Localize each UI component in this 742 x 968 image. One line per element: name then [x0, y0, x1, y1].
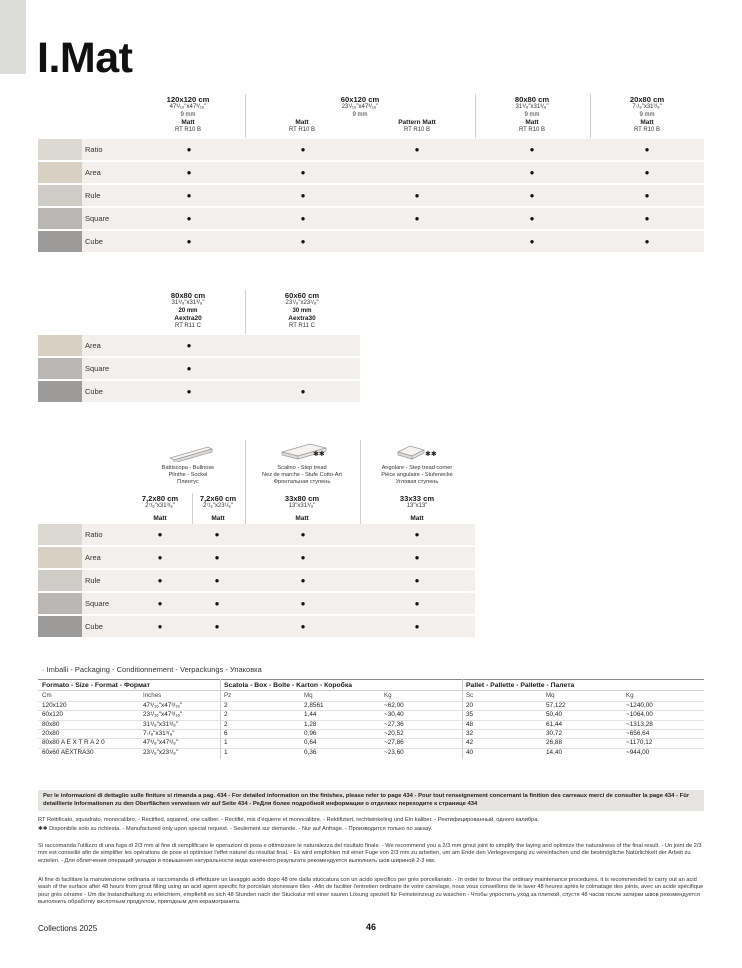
packaging-cell: ~27,86: [384, 739, 404, 747]
packaging-cell: 40: [466, 748, 474, 756]
header-60x60-aextra30: 60x60 cm 23¹/₈"x23¹/₈" 30 mm Aextra30 RT R11 C: [284, 291, 320, 329]
packaging-cell: 23¹/₈"x23¹/₈": [143, 748, 179, 756]
packaging-cell: ~1313,28: [626, 720, 653, 728]
row-cube: [38, 381, 360, 402]
availability-dot: ●: [214, 530, 220, 539]
availability-dot: ●: [186, 237, 192, 246]
packaging-cell: 31³/₈"x31³/₈": [143, 720, 179, 728]
packaging-title: · Imballi - Packaging - Conditionnement - Verpackungs - Упаковка: [42, 665, 262, 674]
row-label: Area: [85, 341, 101, 350]
row-label: Cube: [85, 387, 103, 396]
packaging-cell: 2,8561: [304, 702, 324, 709]
packaging-cell: 2: [224, 702, 228, 709]
row-rule: [38, 570, 475, 591]
availability-dot: ●: [529, 168, 535, 177]
header-60x120: 60x120 cm 23¹/₁₆"x47³/₁₆" 9 mm: [340, 95, 380, 118]
footer-collection: Collections 2025: [38, 924, 98, 933]
row-label: Square: [85, 364, 110, 373]
row-square: [38, 208, 704, 229]
packaging-cell: 57,122: [546, 702, 566, 709]
packaging-cell: 1,44: [304, 711, 317, 719]
packaging-cell: ~27,36: [384, 720, 404, 728]
availability-dot: ●: [214, 599, 220, 608]
packaging-cell: 60x120: [42, 711, 63, 719]
availability-dot: ●: [186, 145, 192, 154]
packaging-cell: 80x80: [42, 720, 60, 728]
swatch-ratio: [38, 139, 82, 160]
finishes-info-bar: Per le informazioni di dettaglio sulle finiture si rimanda a pag. 434 - For detailed information on the finishes, please refer to page 434 - Pour tout renseignement concernant la finition des carreaux merci de consulter la page 434 - Für detaillierte Informationen zu den Oberflächen verweisen wir auf Seite 434 - РеДля более подробной информации о отделках переходите к странице 434: [38, 790, 704, 811]
availability-dot: ●: [644, 191, 650, 200]
packaging-cell: 1: [224, 739, 228, 747]
swatch-area: [38, 335, 82, 356]
header-33x80: 33x80 cm 13"x31³/₈" Matt: [284, 494, 320, 522]
row-label: Area: [85, 168, 101, 177]
bullnose-label: Battiscopa - Bullnose Plinthe - Sockel Плинтус: [161, 465, 215, 485]
swatch-area: [38, 547, 82, 568]
availability-dot: ●: [300, 599, 306, 608]
availability-dot: ●: [644, 168, 650, 177]
packaging-cell: 0,36: [304, 748, 317, 756]
availability-dot: ●: [414, 530, 420, 539]
availability-dot: ●: [157, 553, 163, 562]
swatch-square: [38, 208, 82, 229]
step-tread-corner-label: Angolare - Step tread corner Pièce angulaire - Stufenecke Угловая ступень: [381, 465, 453, 485]
packaging-cell: ~1170,12: [626, 739, 653, 747]
col-inches: Inches: [143, 692, 162, 699]
col-cm: Cm: [42, 692, 52, 699]
collection-title: I.Mat: [37, 34, 133, 82]
row-label: Area: [85, 553, 101, 562]
packaging-cell: 1: [224, 748, 228, 756]
availability-dot: ●: [214, 576, 220, 585]
packaging-cell: 30,72: [546, 729, 562, 737]
availability-dot: ●: [529, 237, 535, 246]
packaging-cell: ~23,60: [384, 748, 404, 756]
packaging-cell: 120x120: [42, 702, 67, 709]
packaging-cell: 47³/₁₆"x47³/₁₆": [143, 702, 183, 709]
packaging-cell: 42: [466, 739, 474, 747]
header-80x80-aextra20: 80x80 cm 31³/₈"x31³/₈" 20 mm Aextra20 RT R11 C: [170, 291, 206, 329]
col-box-kg: Kg: [384, 692, 392, 699]
availability-dot: ●: [157, 576, 163, 585]
packaging-cell: 2: [224, 720, 228, 728]
swatch-rule: [38, 185, 82, 206]
special-request-mark: ✱✱: [425, 451, 437, 458]
row-cube: [38, 616, 475, 637]
swatch-cube: [38, 616, 82, 637]
availability-dot: ●: [186, 387, 192, 396]
swatch-cube: [38, 231, 82, 252]
packaging-cell: 32: [466, 729, 474, 737]
maintenance-note: Al fine di facilitare la manutenzione ordinaria si raccomanda di effettuare un lavaggio acido dopo 48 ore dalla stuccatura con un acido specifico per grès porcellanato. - In order to favour the ordinary maintenance procedures, it is recommended to carry out an acid wash of the surface after 48 hours from grout filling using an acid agent specific for porcelain stoneware tiles - Afin de faciliter l'entretien ordinaire de votre carrelage, nous vous conseillons de le laver 48 heures après le colmatage des joints, avec un acide spécifique pour grès cérame - Um die Instandhaltung zu erleichtern, empfiehlt es sich 48 Stunden nach der Stuckatur mit einer sauren Lösung speziell für Feinsteinzeug zu waschen - Чтобы упростить уход за плиткой, спустя 48 часов после затирки швов рекомендуется выполнить обработку кислотным продуктом, пригодным для керамогранита.: [38, 877, 704, 906]
packaging-cell: 47³/₈"x47³/₈": [143, 739, 179, 747]
swatch-square: [38, 593, 82, 614]
packaging-cell: 7·/₈"x31³/₈": [143, 729, 175, 737]
availability-dot: ●: [414, 553, 420, 562]
packaging-group-box: Scatola - Box - Boîte - Karton - Коробка: [224, 682, 353, 689]
availability-dot: ●: [300, 237, 306, 246]
availability-dot: ●: [186, 364, 192, 373]
row-label: Square: [85, 599, 110, 608]
availability-dot: ●: [529, 191, 535, 200]
packaging-group-pallet: Pallet - Pallette - Pallette - Палета: [466, 682, 575, 689]
availability-dot: ●: [300, 530, 306, 539]
step-tread-corner-piece-image: [396, 444, 426, 460]
availability-dot: ●: [186, 341, 192, 350]
swatch-cube: [38, 381, 82, 402]
row-area: [38, 547, 475, 568]
header-60x120-pattern-matt: Pattern Matt RT R10 B: [398, 119, 436, 133]
packaging-cell: 0,64: [304, 739, 317, 747]
availability-dot: ●: [644, 237, 650, 246]
rt-note: RT Rettificato, squadrato, monocalibro. - Rectified, squared, one caliber. - Rectifié, mis d'équerre et monocalibre. - Rektifiziert, rechtwinkeling und Ein kaliber. - Ректифицированный, одного калибра.: [38, 817, 540, 823]
header-33x33: 33x33 cm 13"x13" Matt: [399, 494, 435, 522]
header-7-2x60: 7,2x60 cm 2⁷/₈"x23¹/₈" Matt: [199, 494, 237, 522]
availability-dot: ●: [300, 145, 306, 154]
grout-note: Si raccomanda l'utilizzo di una fuga di 2/3 mm al fine di semplificare le operazioni di posa e ottimizzare le naturalezza del risultato finale. - We recommend you a 2/3 mm grout joint to simplify the laying and optimize the naturalness of the final result. - Un joint de 2/3 mm est conseillé afin de simplifier les opérations de pose et optimiser l'effet naturel du résultat final. - Es wird empfohlen mit einer Fuge von 2/3 mm zu arbeiten, um am Ende den Verlegevorgang zu vereinfachen und die bestmögliche Natürlichkeit der Arbeit zu erzielen. - Для облегчения операций укладки и повышения натуральности вида конечного результата рекомендуется выполнить шов шириной 2-3 мм.: [38, 843, 702, 864]
swatch-rule: [38, 570, 82, 591]
packaging-cell: 48: [466, 720, 474, 728]
availability-dot: ●: [644, 145, 650, 154]
row-area: [38, 335, 360, 356]
availability-dot: ●: [414, 145, 420, 154]
row-ratio: [38, 524, 475, 545]
availability-dot: ●: [157, 530, 163, 539]
col-pallet-kg: Kg: [626, 692, 634, 699]
row-label: Rule: [85, 191, 101, 200]
availability-dot: ●: [300, 576, 306, 585]
row-label: Ratio: [85, 530, 103, 539]
page-number: 46: [366, 922, 377, 932]
header-60x120-matt: Matt RT R10 B: [288, 119, 316, 133]
col-box-mq: Mq: [304, 692, 313, 699]
packaging-cell: ~944,00: [626, 748, 650, 756]
packaging-cell: 6: [224, 729, 228, 737]
col-pallet-mq: Mq: [546, 692, 555, 699]
availability-dot: ●: [644, 214, 650, 223]
page-tab-marker: [0, 0, 26, 74]
packaging-cell: 50,40: [546, 711, 562, 719]
availability-dot: ●: [186, 214, 192, 223]
row-ratio: [38, 139, 704, 160]
header-120x120: 120x120 cm 47³/₁₆"x47³/₁₆" 9 mm Matt RT R10 B: [166, 95, 210, 133]
availability-dot: ●: [214, 622, 220, 631]
row-label: Square: [85, 214, 110, 223]
packaging-cell: 0,96: [304, 729, 317, 737]
row-label: Cube: [85, 237, 103, 246]
availability-dot: ●: [300, 168, 306, 177]
availability-dot: ●: [414, 599, 420, 608]
special-request-mark: ✱✱: [313, 451, 325, 458]
packaging-cell: 35: [466, 711, 474, 719]
swatch-area: [38, 162, 82, 183]
col-pallet-sc: Sc: [466, 692, 474, 699]
packaging-cell: 60x60 AEXTRA30: [42, 748, 94, 756]
step-tread-label: Scalino - Step tread Nez de marche - Stufe Cotto-Art Фронтальная ступень: [262, 465, 342, 485]
packaging-cell: ~20,52: [384, 729, 404, 737]
packaging-cell: 1,28: [304, 720, 317, 728]
packaging-cell: 20x80: [42, 729, 60, 737]
swatch-ratio: [38, 524, 82, 545]
availability-dot: ●: [300, 214, 306, 223]
row-rule: [38, 185, 704, 206]
packaging-cell: ~1240,00: [626, 702, 653, 709]
bullnose-piece-image: [168, 444, 214, 462]
packaging-cell: ~656,64: [626, 729, 650, 737]
packaging-cell: 80x80 A E X T R A 2 0: [42, 739, 105, 747]
availability-dot: ●: [214, 553, 220, 562]
packaging-cell: 61,44: [546, 720, 562, 728]
availability-dot: ●: [414, 191, 420, 200]
availability-dot: ●: [529, 214, 535, 223]
availability-dot: ●: [157, 599, 163, 608]
row-cube: [38, 231, 704, 252]
packaging-cell: 20: [466, 702, 474, 709]
packaging-cell: ~1064,00: [626, 711, 653, 719]
special-request-note: ✱✱ Disponibile solo su richiesta. - Manufactured only upon special request. - Seulement sur demande. - Nur auf Anfrage. - Производится только по заказу.: [38, 826, 433, 832]
row-label: Ratio: [85, 145, 103, 154]
packaging-cell: 14,40: [546, 748, 562, 756]
availability-dot: ●: [300, 622, 306, 631]
packaging-cell: 26,88: [546, 739, 562, 747]
row-square: [38, 593, 475, 614]
header-80x80: 80x80 cm 31³/₈"x31³/₈" 9 mm Matt RT R10 B: [514, 95, 550, 133]
availability-dot: ●: [300, 191, 306, 200]
availability-dot: ●: [157, 622, 163, 631]
header-20x80: 20x80 cm 7·/₈"x31³/₈" 9 mm Matt RT R10 B: [629, 95, 665, 133]
packaging-cell: 23¹/₁₆"x47³/₁₆": [143, 711, 183, 719]
row-label: Rule: [85, 576, 101, 585]
header-7-2x80: 7,2x80 cm 2⁷/₈"x31³/₈" Matt: [141, 494, 179, 522]
availability-dot: ●: [529, 145, 535, 154]
swatch-square: [38, 358, 82, 379]
availability-dot: ●: [186, 191, 192, 200]
availability-dot: ●: [414, 214, 420, 223]
col-box-pz: Pz: [224, 692, 232, 699]
availability-dot: ●: [300, 553, 306, 562]
row-square: [38, 358, 360, 379]
row-label: Cube: [85, 622, 103, 631]
packaging-cell: ~62,00: [384, 702, 404, 709]
packaging-cell: 2: [224, 711, 228, 719]
availability-dot: ●: [414, 576, 420, 585]
row-area: [38, 162, 704, 183]
availability-dot: ●: [300, 387, 306, 396]
packaging-group-format: Formato - Size - Format - Формат: [42, 682, 151, 689]
availability-dot: ●: [414, 622, 420, 631]
packaging-cell: ~30,40: [384, 711, 404, 719]
availability-dot: ●: [186, 168, 192, 177]
